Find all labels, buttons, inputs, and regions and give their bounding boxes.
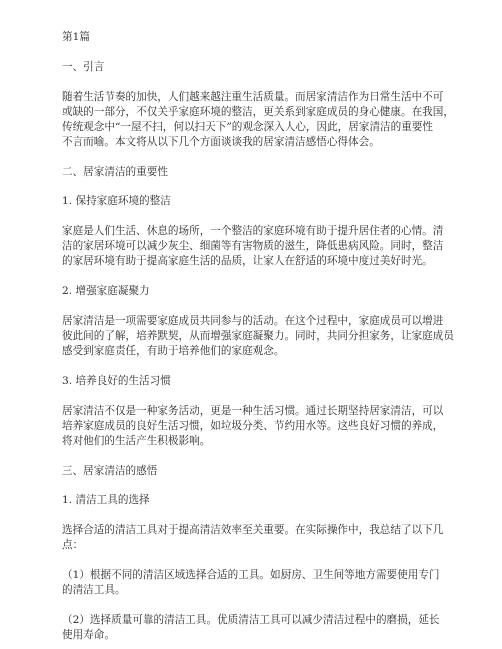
paragraph-line: 选择合适的清洁工具对于提高清洁效率至关重要。在实际操作中，我总结了以下几 xyxy=(62,524,444,537)
section-heading-intro: 一、引言 xyxy=(62,60,105,73)
paragraph-line: 将对他们的生活产生积极影响。 xyxy=(62,434,211,447)
item-3-paragraph xyxy=(62,404,447,449)
paragraph-line: 居家清洁不仅是一种家务活动，更是一种生活习惯。通过长期坚持居家清洁，可以 xyxy=(62,404,444,417)
item-2-title: 2. 增强家庭凝聚力 xyxy=(62,285,150,298)
paragraph-line: 家庭是人们生活、休息的场所，一个整洁的家庭环境有助于提升居住者的心情。清 xyxy=(62,225,444,238)
tools-title: 1. 清洁工具的选择 xyxy=(62,494,150,507)
paragraph-line: 居家清洁是一项需要家庭成员共同参与的活动。在这个过程中，家庭成员可以增进 xyxy=(62,315,444,328)
paragraph-line: 的清洁工具。 xyxy=(62,584,126,597)
paragraph-line: 使用寿命。 xyxy=(62,629,115,642)
paragraph-line: （2）选择质量可靠的清洁工具。优质清洁工具可以减少清洁过程中的磨损，延长 xyxy=(62,614,440,627)
paragraph-line: （1）根据不同的清洁区域选择合适的工具。如厨房、卫生间等地方需要使用专门 xyxy=(62,569,440,582)
intro-paragraph xyxy=(62,90,454,150)
item-2-paragraph xyxy=(62,314,454,359)
item-3-title: 3. 培养良好的生活习惯 xyxy=(62,374,171,387)
part-label: 第1篇 xyxy=(62,31,90,43)
paragraph-line: 传统观念中“一屋不扫，何以扫天下”的观念深入人心，因此，居家清洁的重要性 xyxy=(62,120,434,133)
paragraph-line: 或缺的一部分，不仅关乎家庭环境的整洁，更关系到家庭成员的身心健康。在我国， xyxy=(62,105,454,118)
section-heading-importance: 二、居家清洁的重要性 xyxy=(62,165,168,178)
paragraph-line: 点： xyxy=(62,539,84,552)
tools-point-2 xyxy=(62,613,447,643)
item-1-title: 1. 保持家庭环境的整洁 xyxy=(62,195,171,208)
tools-paragraph xyxy=(62,523,447,553)
paragraph-line: 随着生活节奏的加快，人们越来越注重生活质量。而居家清洁作为日常生活中不可 xyxy=(62,90,444,103)
tools-point-1 xyxy=(62,568,447,598)
section-heading-reflections: 三、居家清洁的感悟 xyxy=(62,464,158,477)
paragraph-line: 培养家庭成员的良好生活习惯，如垃圾分类、节约用水等。这些良好习惯的养成， xyxy=(62,419,444,432)
paragraph-line: 的家居环境有助于提高家庭生活的品质，让家人在舒适的环境中度过美好时光。 xyxy=(62,255,433,268)
paragraph-line: 不言而喻。本文将从以下几个方面谈谈我的居家清洁感悟心得体会。 xyxy=(62,135,380,148)
item-1-paragraph xyxy=(62,224,447,269)
paragraph-line: 感受到家庭责任，有助于培养他们的家庭观念。 xyxy=(62,344,285,357)
paragraph-line: 彼此间的了解，培养默契，从而增强家庭凝聚力。同时，共同分担家务，让家庭成员 xyxy=(62,330,454,343)
paragraph-line: 洁的家居环境可以减少灰尘、细菌等有害物质的滋生，降低患病风险。同时，整洁 xyxy=(62,240,444,253)
